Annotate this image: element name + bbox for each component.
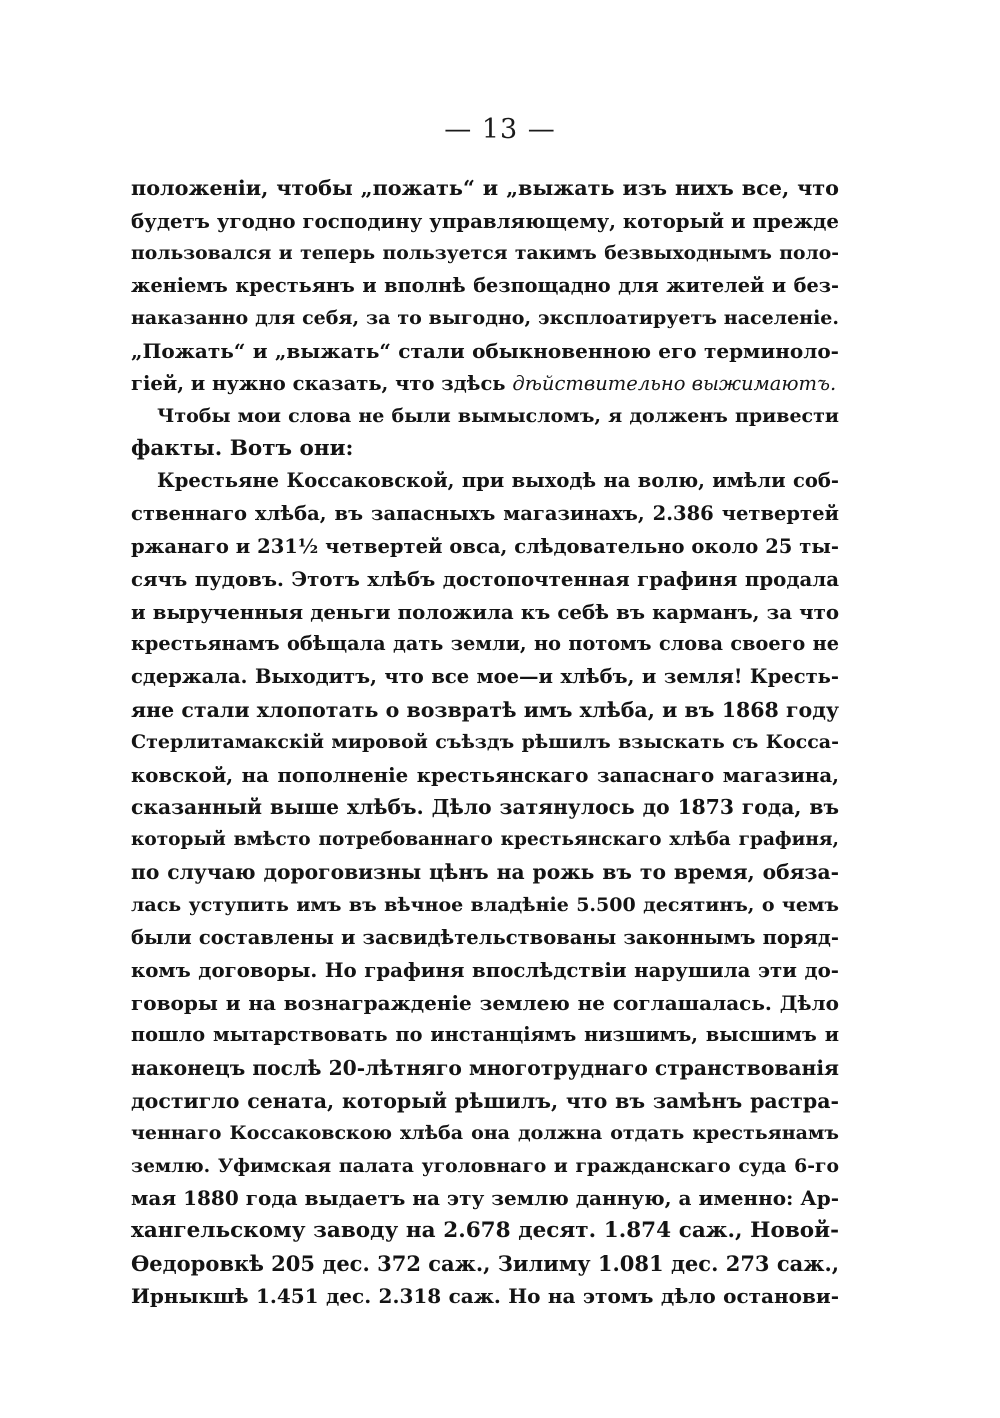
- text-line: Ѳедоровкѣ 205 дес. 372 саж., Зилиму 1.081 дес. 273 саж.,: [131, 1250, 840, 1276]
- text-line: ковской, на пополненiе крестьянскаго запаснаго магазина,: [131, 762, 839, 787]
- text-line: и вырученныя деньги положила къ себѣ въ карманъ, за что: [131, 599, 839, 624]
- text-line: Стерлитамакскiй мировой съѣздъ рѣшилъ взыскать съ Косса-: [131, 731, 839, 754]
- text-line: комъ договоры. Но графиня впослѣдствiи нарушила эти до-: [131, 958, 839, 983]
- text-line: пошло мытарствовать по инстанцiямъ низшимъ, высшимъ и: [131, 1023, 839, 1047]
- text-line: ченнаго Коссаковскою хлѣба она должна отдать крестьянамъ: [131, 1122, 839, 1145]
- text-line: пользовался и теперь пользуется такимъ безвыходнымъ поло-: [131, 242, 839, 265]
- body-text: [131, 172, 839, 1313]
- text-line: ственнаго хлѣба, въ запасныхъ магазинахъ, 2.386 четвертей: [131, 501, 839, 525]
- text-line: крестьянамъ обѣщала дать земли, но потомъ слова своего не: [131, 632, 839, 656]
- text-line: наказанно для себя, за то выгодно, эксплоатируетъ населенiе.: [131, 307, 839, 330]
- text-line: мая 1880 года выдаетъ на эту землю данную, а именно: Ар-: [131, 1186, 839, 1211]
- line-text: гiей, и нужно сказать, что здѣсь: [131, 371, 513, 395]
- text-line: факты. Вотъ они:: [131, 435, 354, 461]
- text-line: будетъ угодно господину управляющему, который и прежде: [131, 208, 839, 233]
- italic-emphasis: дѣйствительно выжимаютъ.: [512, 371, 837, 395]
- text-line: хангельскому заводу на 2.678 десят. 1.874 саж., Новой-: [131, 1218, 839, 1243]
- text-line: [131, 368, 839, 401]
- page-number: — 13 —: [444, 114, 556, 145]
- text-line: сказанный выше хлѣбъ. Дѣло затянулось до 1873 года, въ: [131, 795, 839, 820]
- text-line: Ирныкшѣ 1.451 дес. 2.318 саж. Но на этомъ дѣло останови-: [131, 1284, 839, 1309]
- text-line: ржанаго и 231½ четвертей овса, слѣдовательно около 25 ты-: [131, 534, 839, 558]
- text-line: женiемъ крестьянъ и вполнѣ безпощадно для жителей и без-: [131, 273, 839, 297]
- text-line: который вмѣсто потребованнаго крестьянскаго хлѣба графиня,: [131, 828, 839, 850]
- text-line: достигло сената, который рѣшилъ, что въ замѣнъ растра-: [131, 1088, 839, 1113]
- text-line: Чтобы мои слова не были вымысломъ, я долженъ привести: [157, 405, 839, 428]
- text-line: „Пожать“ и „выжать“ стали обыкновенною его терминоло-: [131, 338, 839, 363]
- text-line: говоры и на вознагражденiе землею не соглашалась. Дѣло: [131, 990, 839, 1015]
- text-line: наконецъ послѣ 20-лѣтняго многотруднаго странствованiя: [131, 1056, 839, 1081]
- text-line: землю. Уфимская палата уголовнаго и гражданскаго суда 6-го: [131, 1154, 839, 1177]
- text-line: сячъ пудовъ. Этотъ хлѣбъ достопочтенная графиня продала: [131, 567, 839, 592]
- text-line: сдержала. Выходитъ, что все мое—и хлѣбъ, и земля! Кресть-: [131, 664, 839, 688]
- text-line: были составлены и засвидѣтельствованы законнымъ поряд-: [131, 925, 839, 949]
- text-line: по случаю дороговизны цѣнъ на рожь въ то время, обяза-: [131, 860, 839, 885]
- text-line: положенiи, чтобы „пожать“ и „выжать изъ нихъ все, что: [131, 176, 839, 200]
- text-line: Крестьяне Коссаковской, при выходѣ на волю, имѣли соб-: [157, 469, 839, 493]
- text-line: лась уступить имъ въ вѣчное владѣнiе 5.500 десятинъ, о чемъ: [131, 894, 839, 917]
- text-line: яне стали хлопотать о возвратѣ имъ хлѣба, и въ 1868 году: [131, 697, 839, 722]
